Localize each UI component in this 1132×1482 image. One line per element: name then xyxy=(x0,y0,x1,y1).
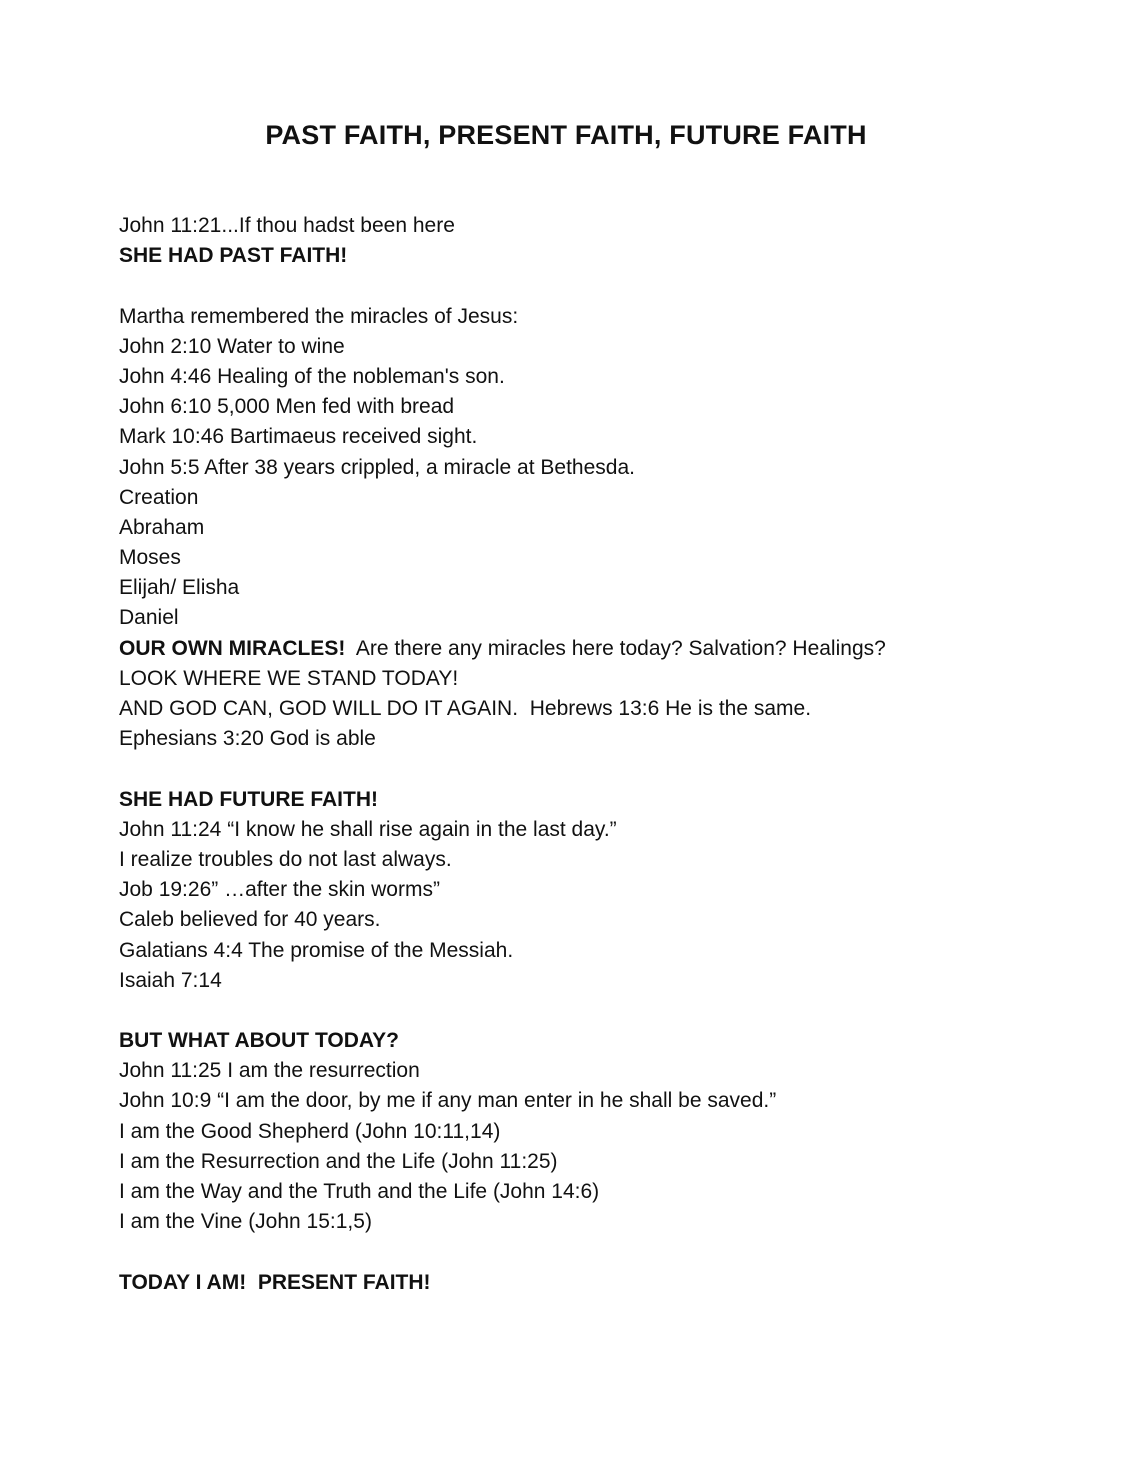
paragraph-spacer xyxy=(119,996,1019,1026)
statement-line: Ephesians 3:20 God is able xyxy=(119,727,376,751)
future-item: Caleb believed for 40 years. xyxy=(119,908,381,932)
miracle-item: John 2:10 Water to wine xyxy=(119,334,345,358)
today-item: I am the Good Shepherd (John 10:11,14) xyxy=(119,1119,501,1143)
miracle-item: Daniel xyxy=(119,606,179,630)
future-item: Isaiah 7:14 xyxy=(119,968,222,992)
miracle-item: John 4:46 Healing of the nobleman's son. xyxy=(119,364,505,388)
statement-line: LOOK WHERE WE STAND TODAY! xyxy=(119,666,459,690)
miracle-item: Abraham xyxy=(119,515,205,539)
section-heading-future-faith: SHE HAD FUTURE FAITH! xyxy=(119,787,378,811)
document-title: PAST FAITH, PRESENT FAITH, FUTURE FAITH xyxy=(265,120,867,150)
statement-line: AND GOD CAN, GOD WILL DO IT AGAIN. Hebrews 13:6 He is the same. xyxy=(119,697,812,720)
today-item: I am the Way and the Truth and the Life (John 14:6) xyxy=(119,1180,600,1203)
paragraph-spacer xyxy=(119,754,1019,784)
own-miracles-question: Are there any miracles here today? Salvation? Healings? xyxy=(345,636,886,660)
miracle-item: Moses xyxy=(119,546,181,570)
today-item: John 11:25 I am the resurrection xyxy=(119,1059,420,1083)
closing-line: TODAY I AM! PRESENT FAITH! xyxy=(119,1270,431,1294)
miracles-intro: Martha remembered the miracles of Jesus: xyxy=(119,304,519,328)
today-item: John 10:9 “I am the door, by me if any man enter in he shall be saved.” xyxy=(119,1089,777,1113)
verse-line: John 11:21...If thou hadst been here xyxy=(119,214,455,237)
miracle-item: John 6:10 5,000 Men fed with bread xyxy=(119,395,455,419)
miracle-item: Mark 10:46 Bartimaeus received sight. xyxy=(119,425,478,449)
today-item: I am the Vine (John 15:1,5) xyxy=(119,1210,372,1234)
paragraph-spacer xyxy=(119,1237,1019,1267)
own-miracles-line xyxy=(119,634,1019,664)
future-item: John 11:24 “I know he shall rise again in the last day.” xyxy=(119,817,617,841)
miracle-item: Elijah/ Elisha xyxy=(119,576,240,600)
miracle-item: Creation xyxy=(119,485,199,509)
paragraph-spacer xyxy=(119,271,1019,301)
future-item: Job 19:26” …after the skin worms” xyxy=(119,878,440,902)
document-body xyxy=(119,211,1019,1298)
section-heading-today: BUT WHAT ABOUT TODAY? xyxy=(119,1029,399,1053)
miracle-item: John 5:5 After 38 years crippled, a miracle at Bethesda. xyxy=(119,455,635,479)
section-heading-past-faith: SHE HAD PAST FAITH! xyxy=(119,244,348,268)
today-item: I am the Resurrection and the Life (John 11:25) xyxy=(119,1149,558,1173)
future-item: I realize troubles do not last always. xyxy=(119,847,452,871)
future-item: Galatians 4:4 The promise of the Messiah. xyxy=(119,938,514,962)
own-miracles-heading: OUR OWN MIRACLES! xyxy=(119,636,346,660)
